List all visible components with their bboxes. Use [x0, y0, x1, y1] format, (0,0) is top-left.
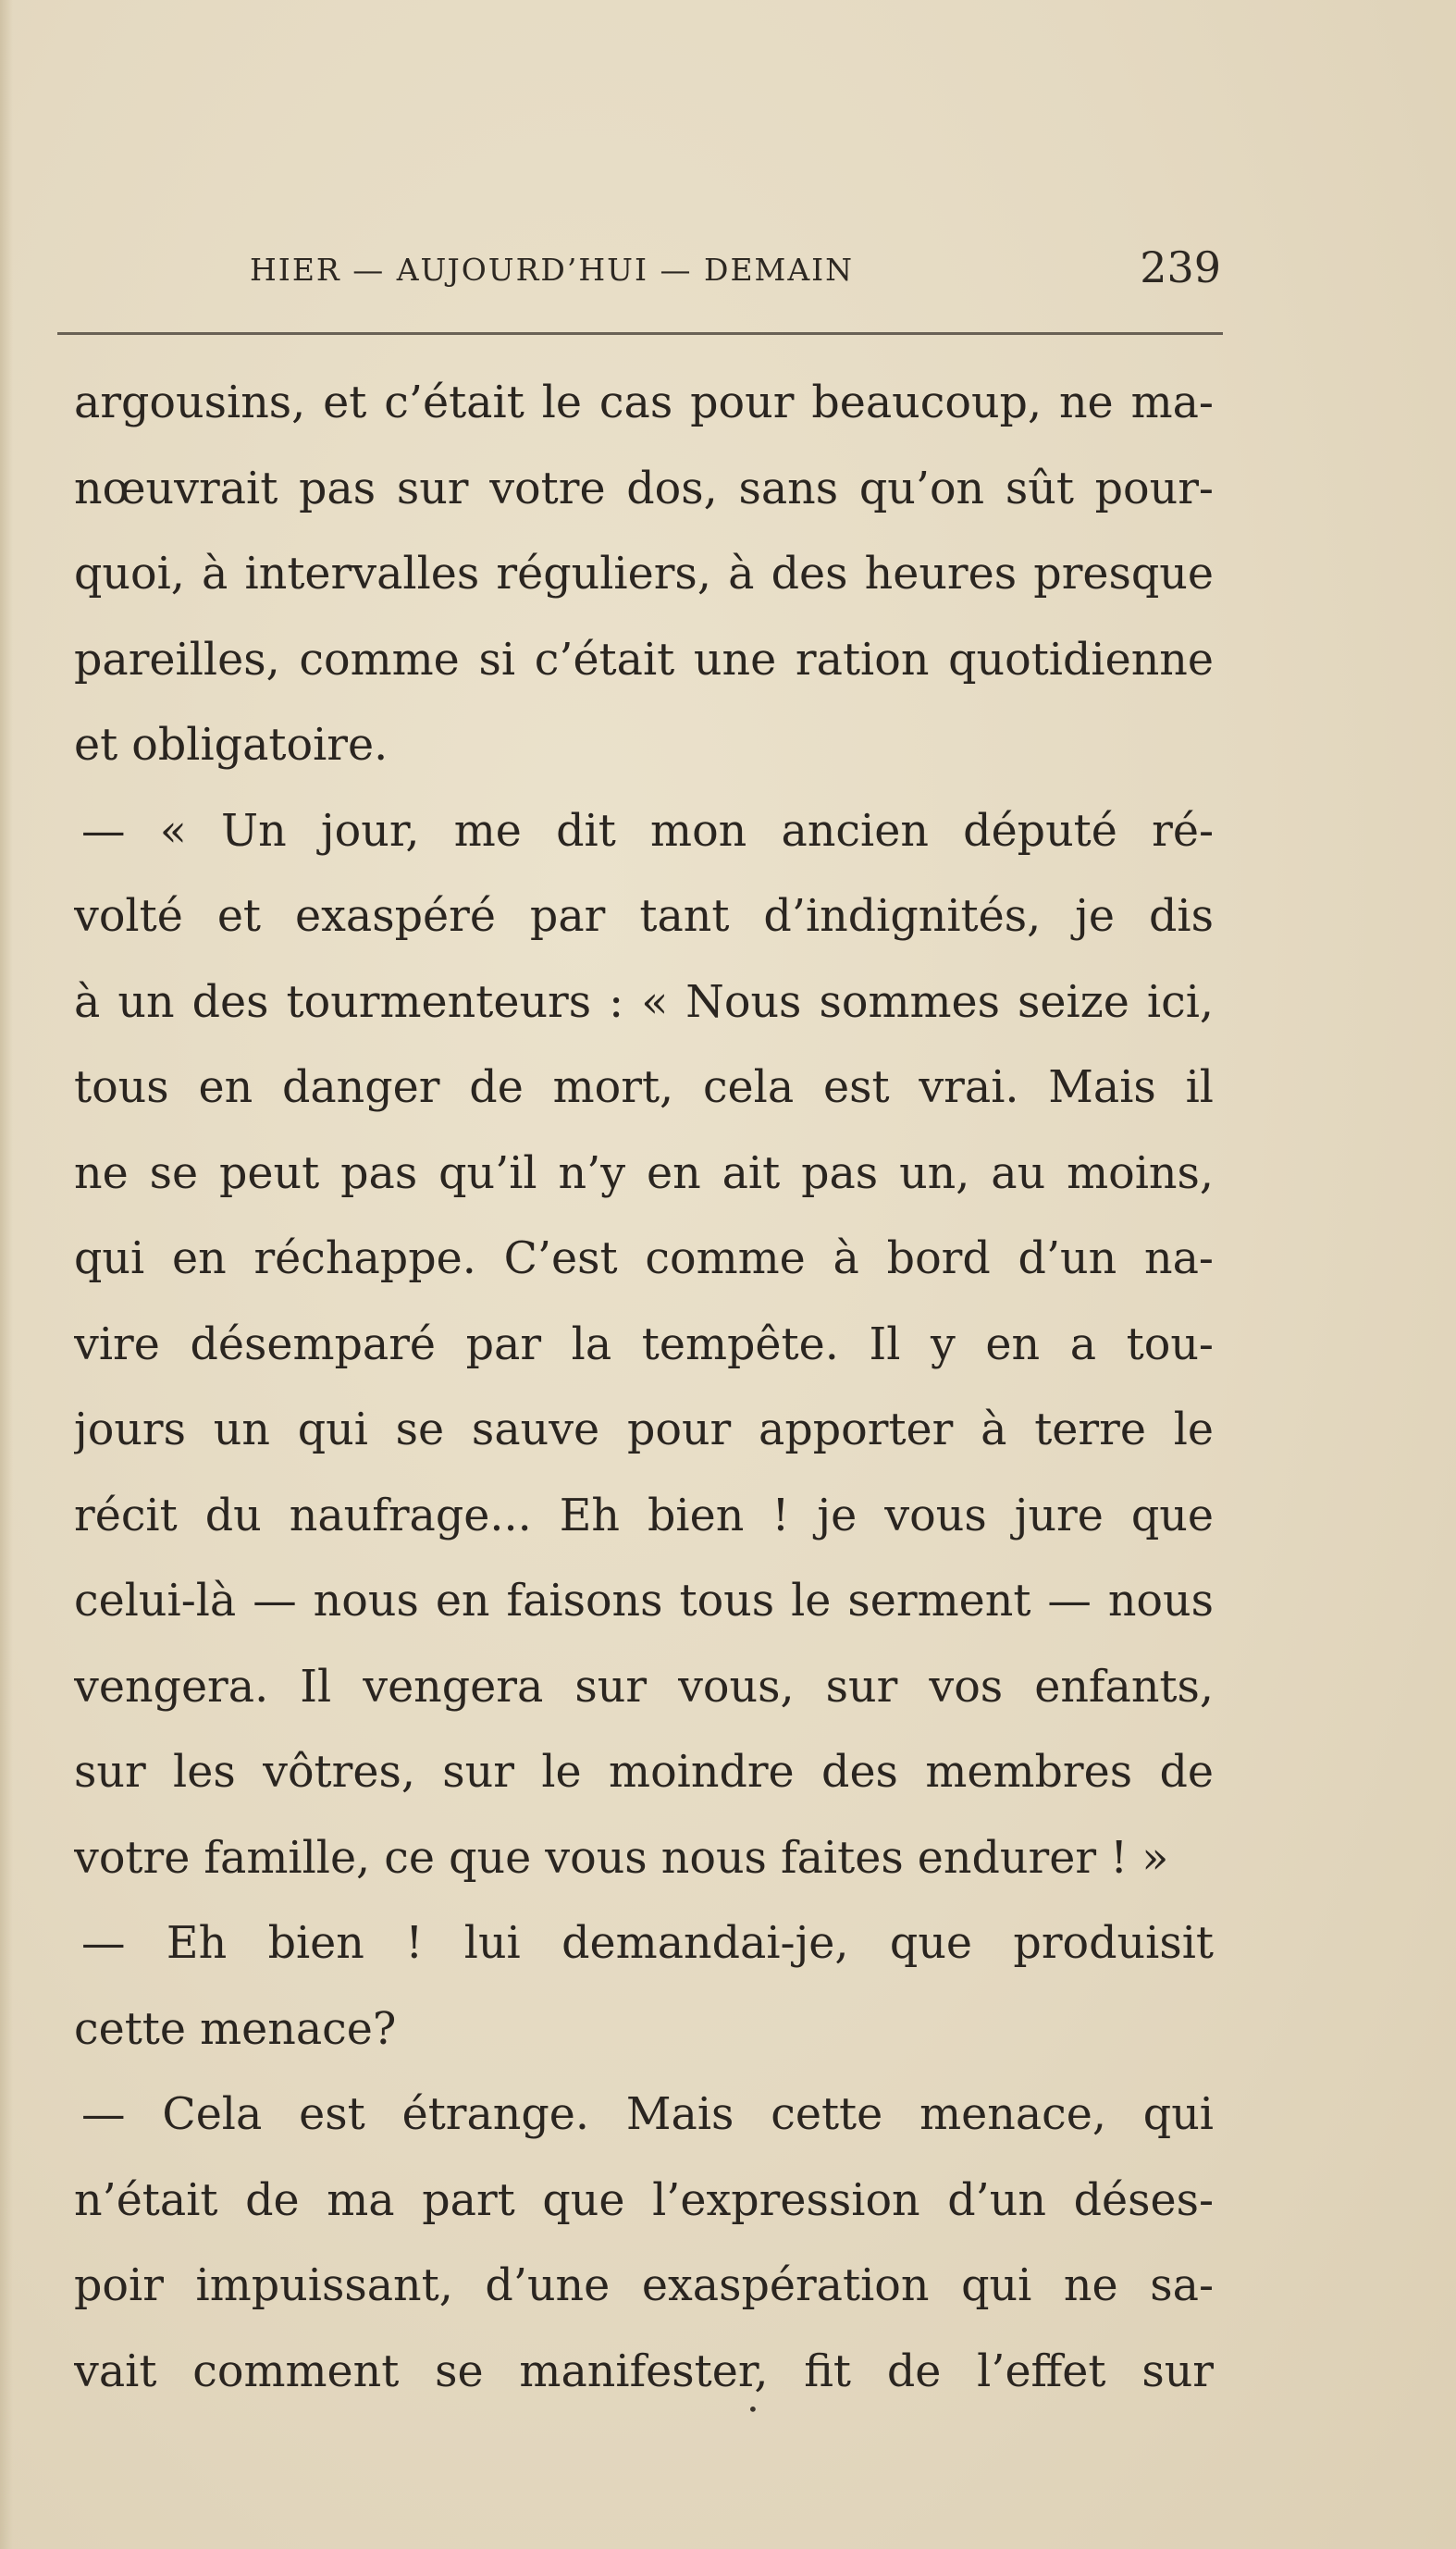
- running-title: HIER — AUJOURD’HUI — DEMAIN: [250, 252, 855, 288]
- text-line: argousins, et c’était le cas pour beaucoup, ne ma-: [74, 377, 1214, 428]
- text-line: vengera. Il vengera sur vous, sur vos enfants,: [74, 1661, 1214, 1713]
- text-line: jours un qui se sauve pour apporter à terre le: [74, 1404, 1214, 1455]
- text-line: tous en danger de mort, cela est vrai. Mais il: [74, 1062, 1214, 1113]
- text-line: volté et exaspéré par tant d’indignités, je dis: [74, 891, 1214, 942]
- header-rule: [57, 332, 1223, 335]
- page-number: 239: [1140, 242, 1221, 292]
- page-edge-shadow: [0, 0, 13, 2549]
- text-line: sur les vôtres, sur le moindre des membres de: [74, 1747, 1214, 1798]
- text-line: quoi, à intervalles réguliers, à des heures presque: [74, 549, 1214, 600]
- body-text: [74, 361, 1214, 2415]
- text-line: récit du naufrage... Eh bien ! je vous jure que: [74, 1490, 1214, 1541]
- text-line: — Cela est étrange. Mais cette menace, qui: [81, 2089, 1214, 2140]
- text-line: n’était de ma part que l’expression d’un déses-: [74, 2174, 1214, 2226]
- running-head: [250, 242, 1221, 298]
- signature-mark: •: [747, 2398, 759, 2420]
- text-line: votre famille, ce que vous nous faites endurer ! »: [74, 1832, 1169, 1884]
- text-line: pareilles, comme si c’était une ration quotidienne: [74, 634, 1214, 686]
- text-line: ne se peut pas qu’il n’y en ait pas un, au moins,: [74, 1147, 1214, 1199]
- text-line: cette menace?: [74, 2003, 397, 2055]
- text-line: celui-là — nous en faisons tous le serment — nous: [74, 1576, 1214, 1627]
- text-line: — « Un jour, me dit mon ancien député ré-: [81, 805, 1214, 857]
- text-line: à un des tourmenteurs : « Nous sommes seize ici,: [74, 976, 1214, 1028]
- text-line: poir impuissant, d’une exaspération qui ne sa-: [74, 2260, 1214, 2311]
- text-line: qui en réchappe. C’est comme à bord d’un na-: [74, 1233, 1214, 1284]
- text-line: et obligatoire.: [74, 720, 389, 771]
- text-line: nœuvrait pas sur votre dos, sans qu’on sût pour-: [74, 463, 1214, 514]
- text-line: vire désemparé par la tempête. Il y en a tou-: [74, 1318, 1214, 1370]
- text-line: — Eh bien ! lui demandai-je, que produisit: [81, 1918, 1214, 1969]
- text-line: vait comment se manifester, fit de l’effet sur: [74, 2345, 1214, 2397]
